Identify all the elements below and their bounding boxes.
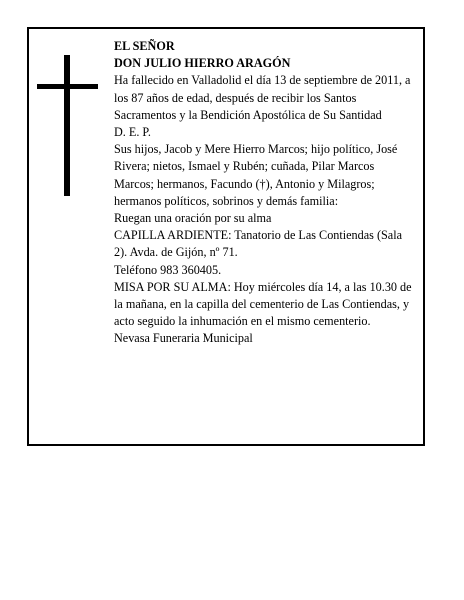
deceased-name: DON JULIO HIERRO ARAGÓN — [114, 56, 291, 71]
family-members: Sus hijos, Jacob y Mere Hierro Marcos; hijo político, José Rivera; nietos, Ismael y Rubén; cuñada, Pilar Marcos Marcos; hermanos, Facundo (†), Antonio y Milagros; hermanos políticos, sobrinos y demás familia: — [114, 142, 398, 208]
phone-number: Teléfono 983 360405. — [114, 262, 222, 277]
rest-in-peace: D. E. P. — [114, 125, 151, 140]
obituary-text — [114, 38, 416, 348]
death-announcement: Ha fallecido en Valladolid el día 13 de septiembre de 2011, a los 87 años de edad, después de recibir los Santos Sacramentos y la Bendición Apostólica de Su Santidad — [114, 73, 411, 122]
latin-cross-icon — [37, 55, 98, 196]
mass-details: MISA POR SU ALMA: Hoy miércoles día 14, a las 10.30 de la mañana, en la capilla del cementerio de Las Contiendas, y acto seguido la inhumación en el mismo cementerio. — [114, 279, 412, 329]
cross-vertical-bar — [64, 55, 70, 196]
title-honorific: EL SEÑOR — [114, 39, 175, 53]
prayer-request: Ruegan una oración por su alma — [114, 211, 272, 226]
cross-horizontal-bar — [37, 84, 98, 89]
chapel-details: CAPILLA ARDIENTE: Tanatorio de Las Contiendas (Sala 2). Avda. de Gijón, nº 71. — [114, 228, 402, 260]
funeral-home: Nevasa Funeraria Municipal — [114, 331, 253, 346]
